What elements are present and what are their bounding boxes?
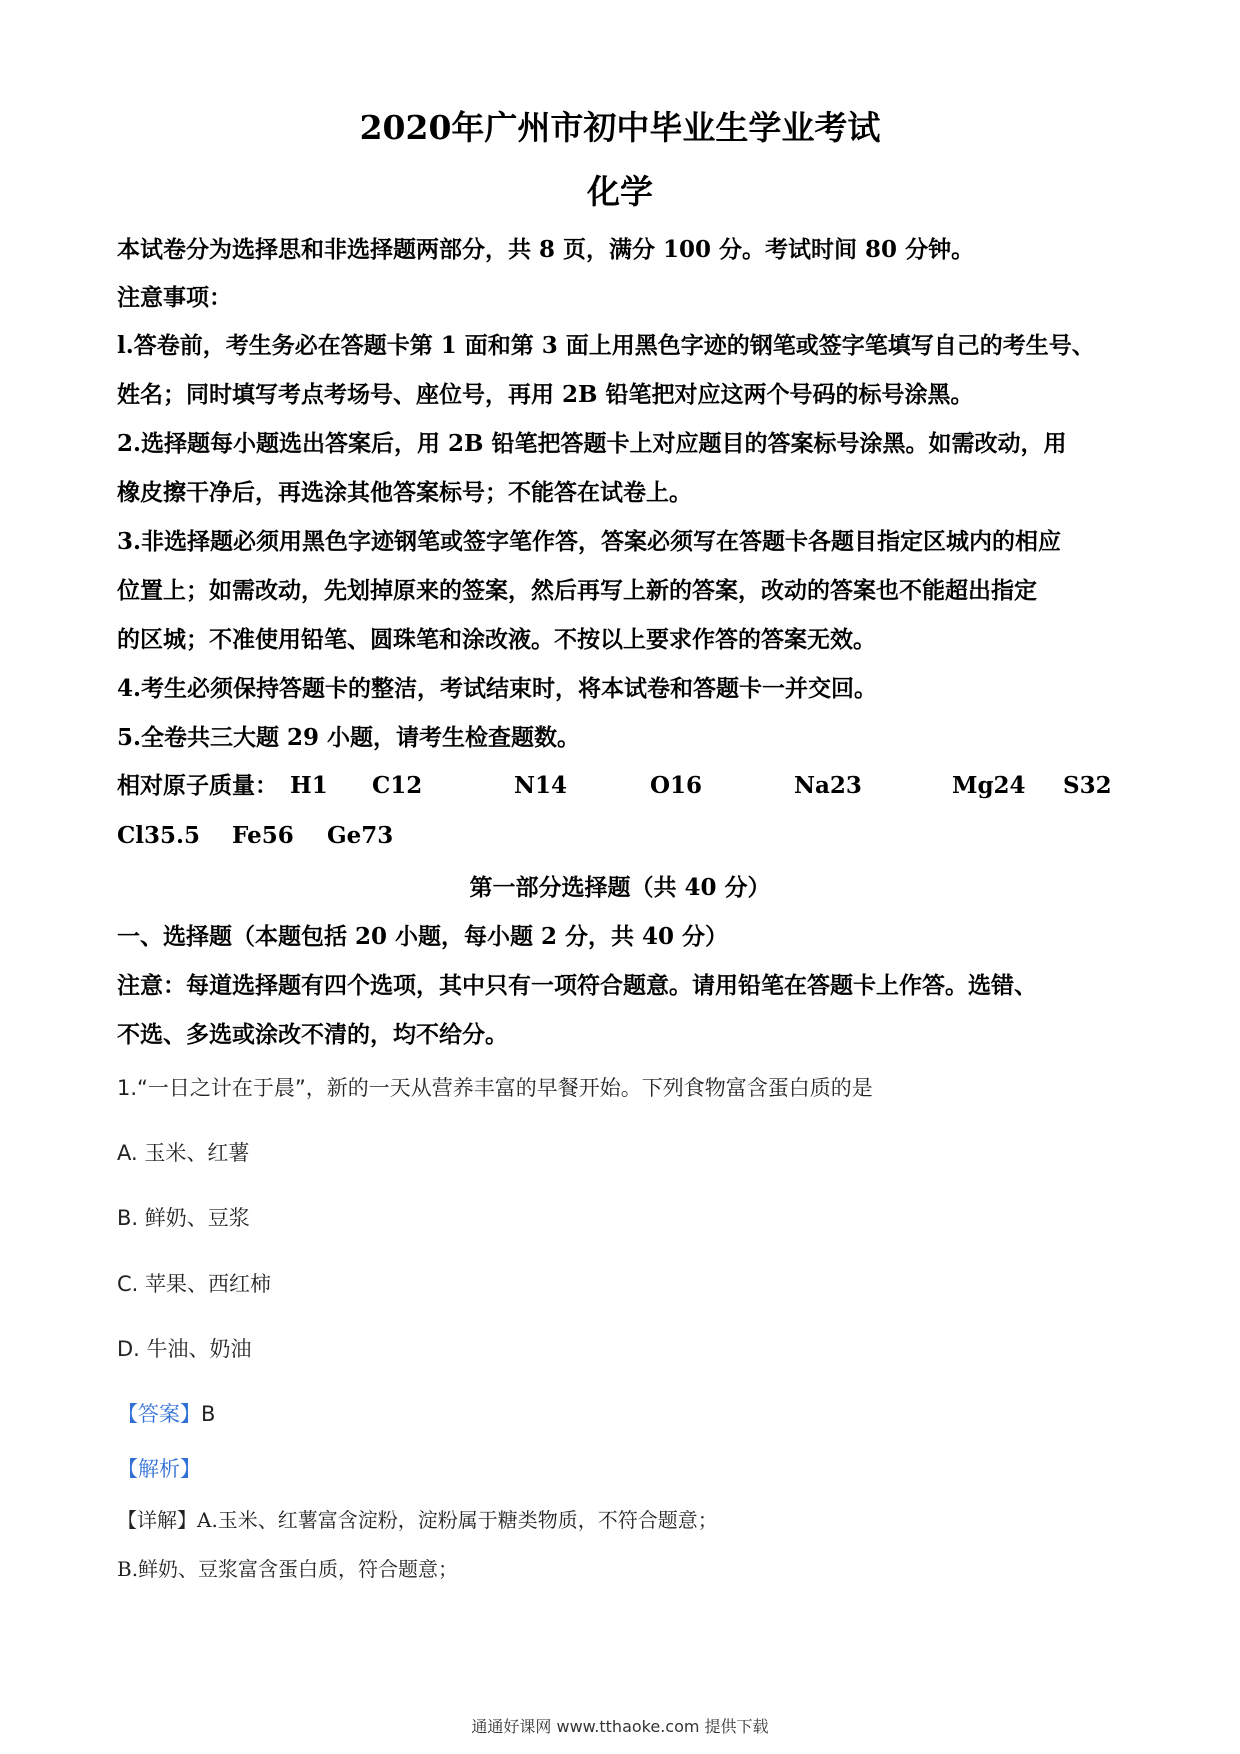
part1-note-line: 注意：每道选择题有四个选项，其中只有一项符合题意。请用铅笔在答题卡上作答。选错、 bbox=[117, 972, 1037, 999]
exam-subject: 化学 bbox=[587, 172, 653, 211]
notice-line: 姓名；同时填写考点考场号、座位号，再用 2B 铅笔把对应这两个号码的标号涂黑。 bbox=[117, 381, 974, 408]
option-d: D. 牛油、奶油 bbox=[117, 1337, 252, 1361]
notice-line: 2.选择题每小题选出答案后，用 2B 铅笔把答题卡上对应题目的答案标号涂黑。如需改动，用 bbox=[117, 430, 1067, 457]
atomic-mass-item: Cl35.5 bbox=[117, 822, 201, 849]
notice-heading: 注意事项： bbox=[117, 284, 232, 311]
option-b: B. 鲜奶、豆浆 bbox=[117, 1206, 250, 1230]
exam-title: 2020年广州市初中毕业生学业考试 bbox=[359, 108, 881, 147]
part1-note-line: 不选、多选或涂改不清的，均不给分。 bbox=[117, 1021, 508, 1048]
answer-line bbox=[117, 1400, 215, 1428]
atomic-mass-item: N14 bbox=[514, 772, 568, 799]
notice-line: 位置上；如需改动，先划掉原来的签案，然后再写上新的答案，改动的答案也不能超出指定 bbox=[117, 577, 1037, 604]
detail-line-a bbox=[117, 1506, 718, 1534]
notice-line: 的区城；不准使用铅笔、圆珠笔和涂改液。不按以上要求作答的答案无效。 bbox=[117, 626, 876, 653]
question-1-stem: 1.“一日之计在于晨”，新的一天从营养丰富的早餐开始。下列食物富含蛋白质的是 bbox=[117, 1076, 873, 1100]
atomic-mass-item: Ge73 bbox=[327, 822, 394, 849]
notice-line: 橡皮擦干净后，再选涂其他答案标号；不能答在试卷上。 bbox=[117, 479, 692, 506]
intro-text: 本试卷分为选择思和非选择题两部分，共 8 页，满分 100 分。考试时间 80 分钟。 bbox=[117, 236, 975, 263]
notice-line: 5.全卷共三大题 29 小题，请考生检查题数。 bbox=[117, 724, 581, 751]
atomic-mass-item: S32 bbox=[1063, 772, 1112, 799]
atomic-mass-item: O16 bbox=[650, 772, 703, 799]
detail-label: 【详解】 bbox=[117, 1508, 197, 1532]
notice-line: l.答卷前，考生务必在答题卡第 1 面和第 3 面上用黑色字迹的钢笔或签字笔填写自己的考生号、 bbox=[117, 332, 1095, 359]
notice-line: 4.考生必须保持答题卡的整洁，考试结束时，将本试卷和答题卡一并交回。 bbox=[117, 675, 878, 702]
atomic-mass-item: C12 bbox=[372, 772, 423, 799]
analysis-line bbox=[117, 1455, 201, 1483]
option-a: A. 玉米、红薯 bbox=[117, 1141, 250, 1165]
page-footer: 通通好课网 www.tthaoke.com 提供下载 bbox=[471, 1717, 769, 1736]
option-c: C. 苹果、西红柿 bbox=[117, 1272, 272, 1296]
notice-line: 3.非选择题必须用黑色字迹钢笔或签字笔作答，答案必须写在答题卡各题目指定区城内的相应 bbox=[117, 528, 1062, 555]
answer-value: B bbox=[201, 1402, 216, 1426]
part1-heading: 第一部分选择题（共 40 分） bbox=[469, 874, 771, 901]
section-heading: 一、选择题（本题包括 20 小题，每小题 2 分，共 40 分） bbox=[117, 923, 729, 950]
detail-line-b: B.鲜奶、豆浆富含蛋白质，符合题意； bbox=[117, 1557, 459, 1581]
atomic-mass-item: Mg24 bbox=[952, 772, 1026, 799]
detail-a-text: A.玉米、红薯富含淀粉，淀粉属于糖类物质，不符合题意； bbox=[197, 1508, 718, 1532]
atomic-mass-label: 相对原子质量： bbox=[117, 772, 278, 799]
atomic-mass-item: H1 bbox=[290, 772, 328, 799]
answer-label: 【答案】 bbox=[117, 1402, 201, 1426]
atomic-mass-item: Fe56 bbox=[232, 822, 294, 849]
atomic-mass-item: Na23 bbox=[794, 772, 862, 799]
analysis-label: 【解析】 bbox=[117, 1457, 201, 1481]
